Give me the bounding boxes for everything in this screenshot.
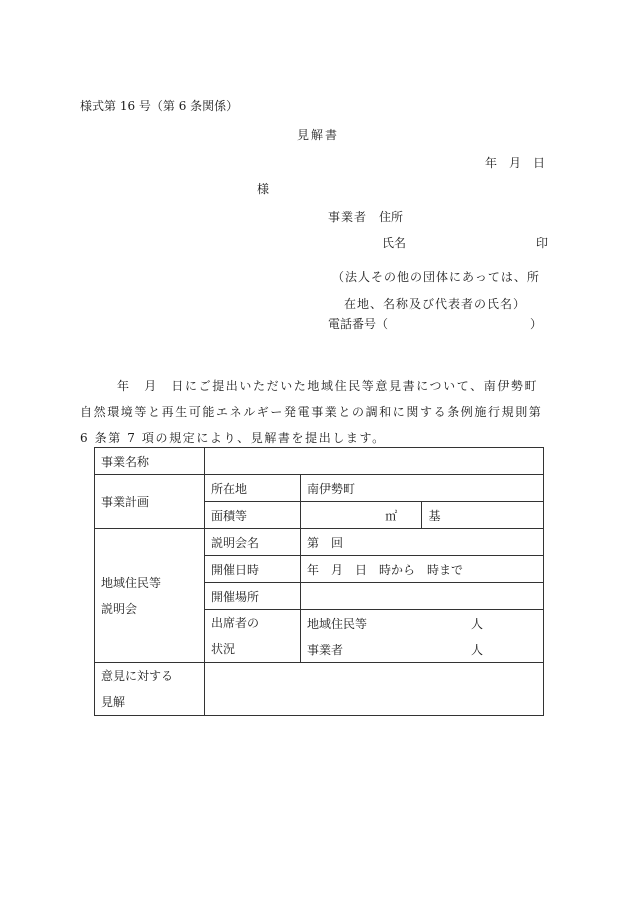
form-number: 様式第 16 号（第 6 条関係） — [80, 99, 239, 113]
residents-label: 地域住民等 — [307, 616, 368, 631]
corporate-note-line1: （法人その他の団体にあっては、所 — [332, 270, 540, 284]
datetime-field[interactable]: 年 月 日 時から 時まで — [301, 556, 544, 583]
operators-count-field[interactable] — [301, 636, 544, 663]
name-label: 氏名 — [382, 236, 407, 250]
attendees-label-line1: 出席者の — [211, 616, 260, 630]
area-unit: ㎡ — [385, 508, 398, 523]
body-paragraph: 年 月 日にご提出いただいた地域住民等意見書について、南伊勢町自然環境等と再生可能エネルギー発電事業との調和に関する条例施行規則第 6 条第 7 項の規定により、見解書を提出します。 — [80, 379, 543, 445]
opinion-form-table — [94, 447, 544, 716]
meeting-group-label-line1: 地域住民等 — [101, 575, 162, 590]
table-row — [95, 448, 544, 475]
project-name-field[interactable] — [205, 448, 544, 475]
datetime-label: 開催日時 — [205, 556, 301, 583]
meeting-group-label — [95, 529, 205, 663]
applicant-address-line — [328, 211, 403, 223]
phone-line — [328, 318, 542, 330]
phone-close-paren: ） — [529, 317, 542, 331]
table-row — [95, 475, 544, 502]
opinion-label-line1: 意見に対する — [101, 669, 174, 683]
area-field[interactable] — [301, 502, 422, 529]
opinion-label-line2: 見解 — [101, 695, 126, 709]
location-label: 所在地 — [205, 475, 301, 502]
attendees-label — [205, 610, 301, 663]
seal-mark: 印 — [535, 236, 548, 250]
addressee-suffix: 様 — [257, 182, 270, 196]
residents-person-unit: 人 — [471, 616, 484, 631]
date-line: 年 月 日 — [484, 156, 545, 170]
operators-label: 事業者 — [307, 642, 344, 657]
count-field[interactable] — [422, 502, 544, 529]
table-row — [95, 529, 544, 556]
meeting-name-label: 説明会名 — [205, 529, 301, 556]
area-label: 面積等 — [205, 502, 301, 529]
opinion-label — [95, 663, 205, 716]
project-plan-label: 事業計画 — [95, 475, 205, 529]
meeting-name-field[interactable]: 第 回 — [301, 529, 544, 556]
meeting-group-label-line2: 説明会 — [101, 601, 138, 616]
venue-field[interactable] — [301, 583, 544, 610]
document-title: 見解書 — [297, 128, 340, 142]
corporate-note-line2: 在地、名称及び代表者の氏名） — [344, 297, 527, 311]
attendees-label-line2: 状況 — [211, 642, 236, 656]
applicant-name-line — [382, 237, 548, 249]
corporate-note — [332, 264, 552, 318]
phone-label: 電話番号（ — [328, 317, 389, 331]
opinion-field[interactable] — [205, 663, 544, 716]
applicant-label: 事業者 — [328, 210, 368, 224]
residents-count-field[interactable] — [301, 610, 544, 637]
count-unit: 基 — [428, 508, 441, 523]
project-name-label: 事業名称 — [95, 448, 205, 475]
location-field[interactable]: 南伊勢町 — [301, 475, 544, 502]
address-label: 住所 — [379, 210, 404, 224]
venue-label: 開催場所 — [205, 583, 301, 610]
operators-person-unit: 人 — [471, 642, 484, 657]
table-row — [95, 663, 544, 716]
